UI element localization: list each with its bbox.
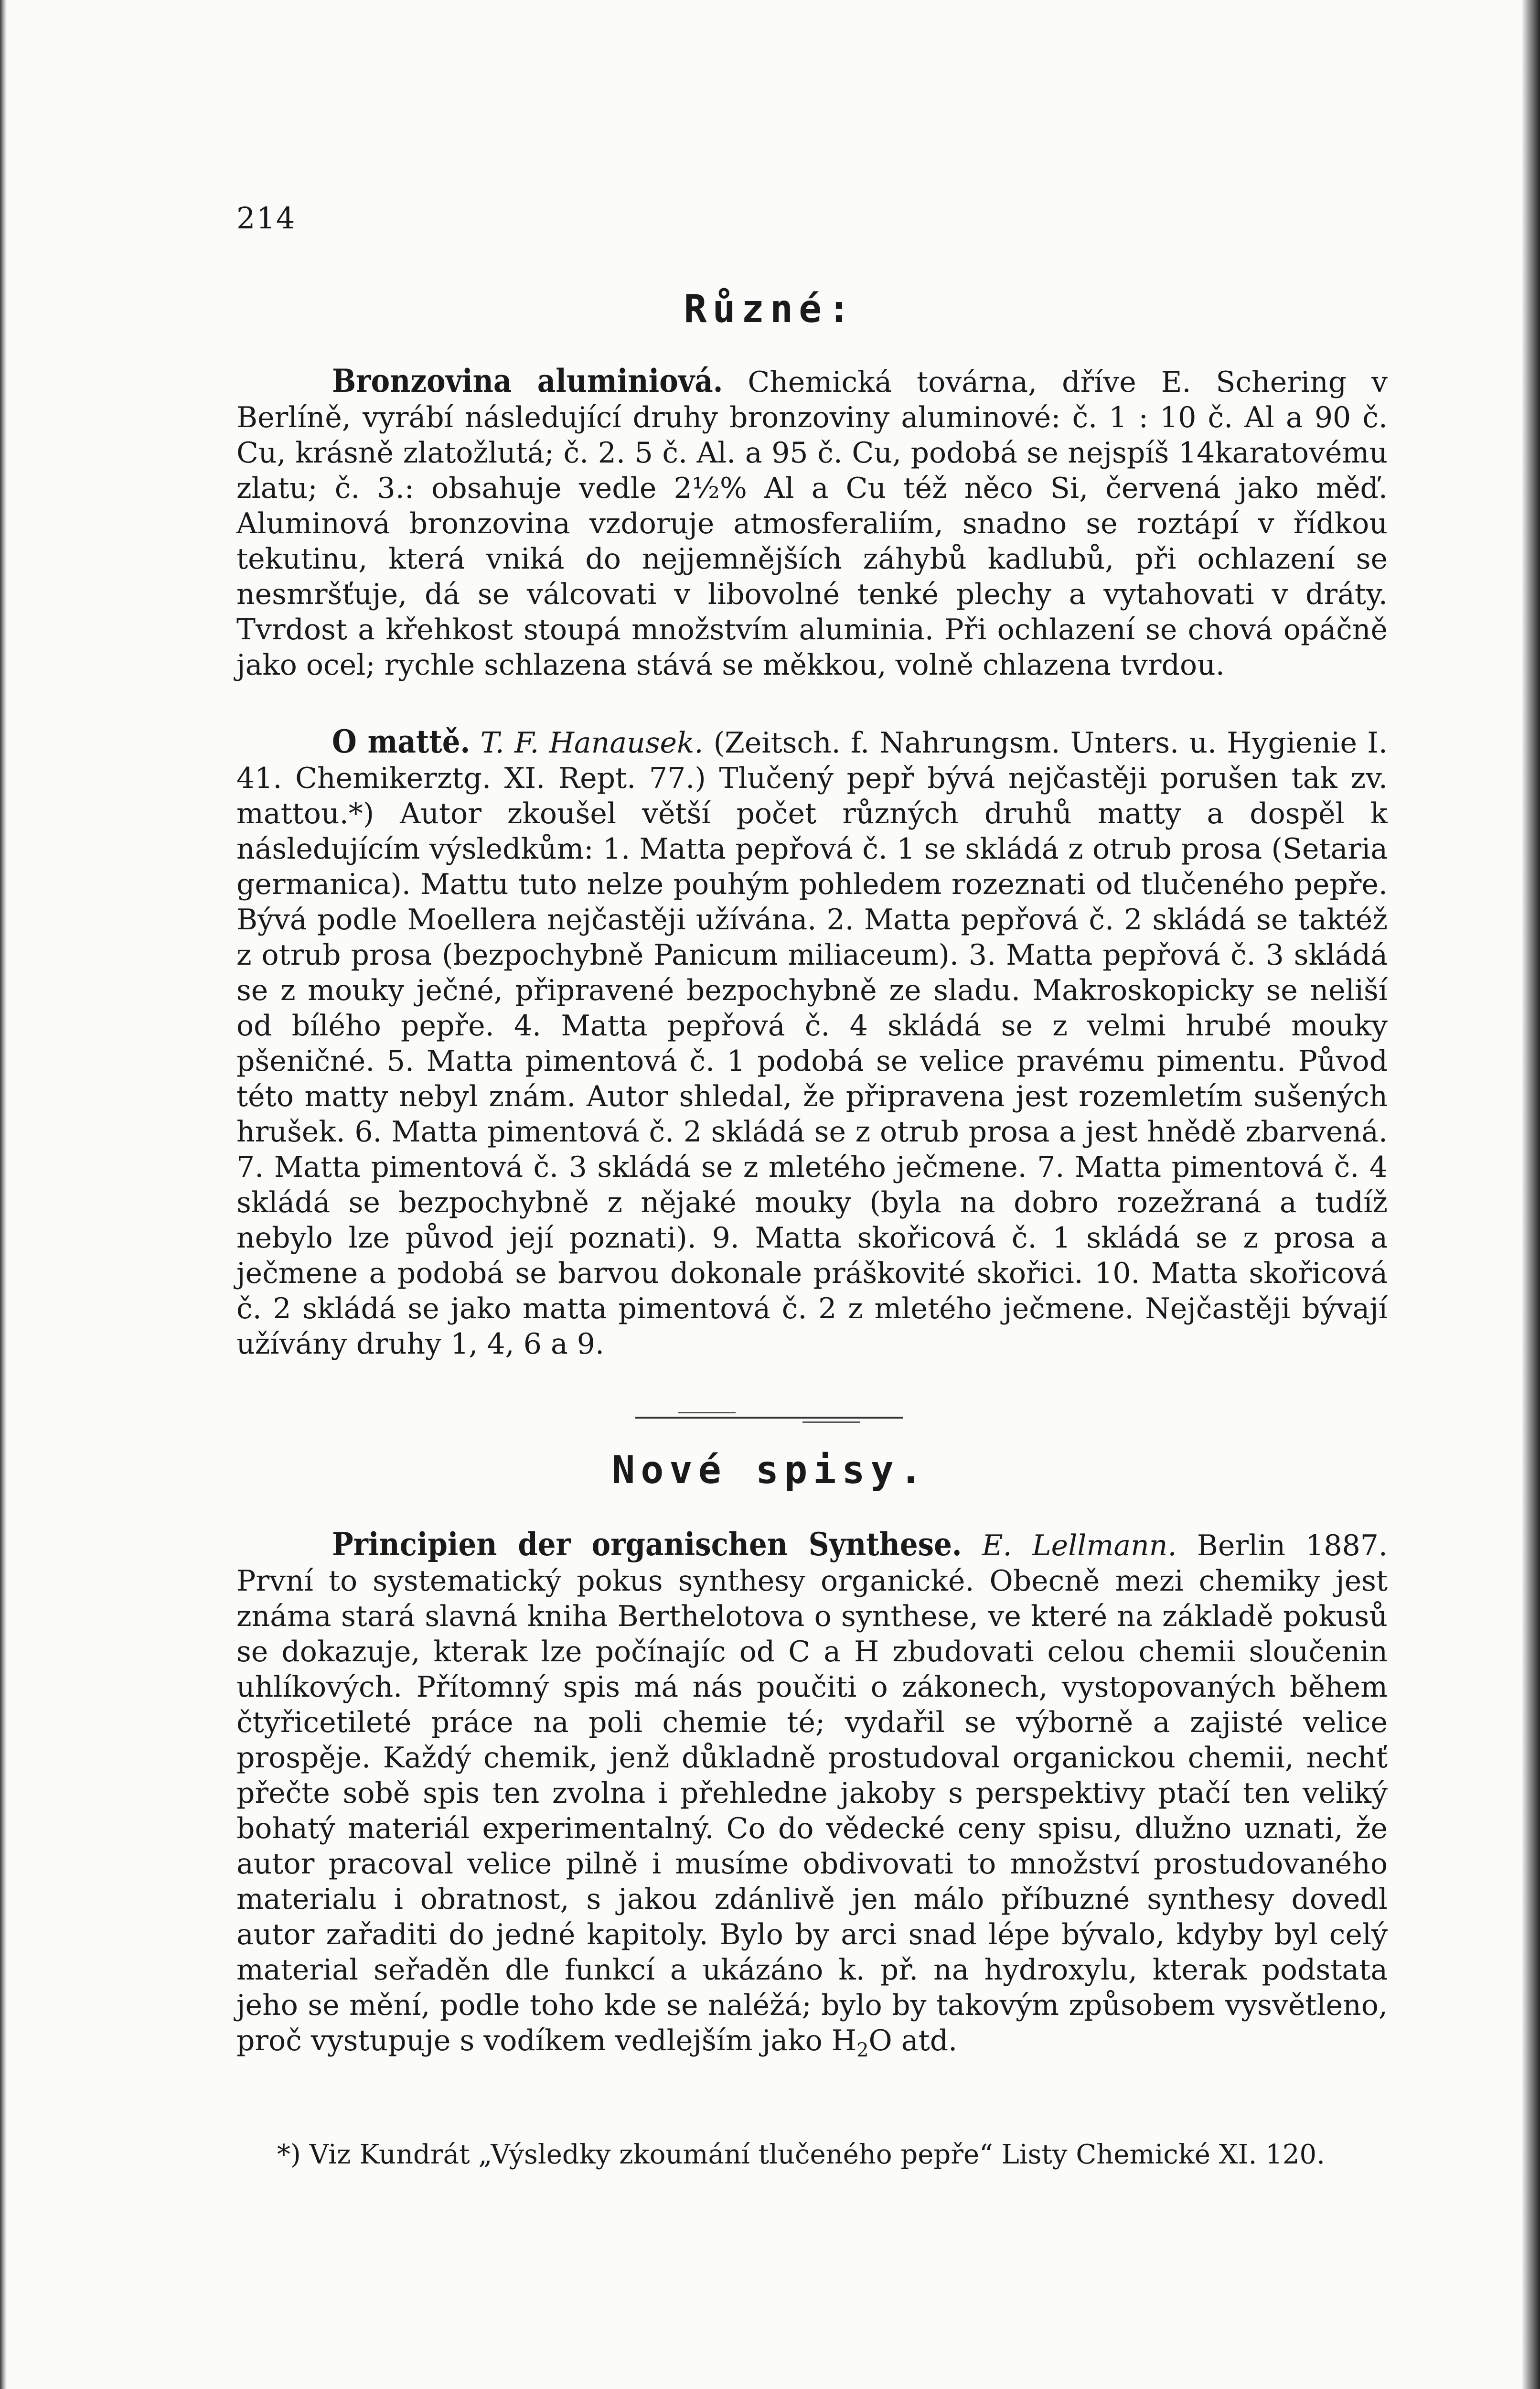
- section-divider: [635, 1417, 903, 1419]
- article-bronzovina: [236, 363, 1388, 683]
- article-body-end: O atd.: [868, 2024, 958, 2057]
- scan-edge-left: [0, 0, 7, 2389]
- section-heading-nove-spisy: Nové spisy.: [612, 1448, 928, 1492]
- article-principien: [236, 1527, 1388, 2068]
- footnote: *) Viz Kundrát „Výsledky zkoumání tlučeného pepře“ Listy Chemické XI. 120.: [277, 2139, 1325, 2170]
- article-matte: [236, 724, 1388, 1362]
- section-heading-ruzne: Různé:: [684, 287, 856, 331]
- article-title: Principien der organischen Synthese.: [332, 1526, 962, 1563]
- article-author: E. Lellmann.: [982, 1529, 1177, 1562]
- article-author: T. F. Hanausek.: [480, 726, 704, 760]
- scan-edge-right: [1522, 0, 1540, 2389]
- article-body: Berlin 1887. První to systematický pokus synthesy organické. Obecně mezi chemiky jest známa stará slavná kniha Berthelotova o synthese, ve které na základě pokusů se dokazuje, kterak lze počínajíc od C a H zbudovati celou chemii sloučenin uhlíkových. Přítomný spis má nás poučiti o zákonech, vystopovaných během čtyřicetileté práce na poli chemie té; vydařil se výborně a zajisté velice prospěje. Každý chemik, jenž důkladně prostudoval organickou chemii, nechť přečte sobě spis ten zvolna i přehledne jakoby s perspektivy ptačí ten veliký bohatý materiál experimentalný. Co do vědecké ceny spisu, dlužno uznati, že autor pracoval velice pilně i musíme obdivovati to množství prostudovaného materialu i obratnost, s jakou zdánlivě jen málo příbuzné synthesy dovedl autor zařaditi do jedné kapitoly. Bylo by arci snad lépe bývalo, kdyby byl celý material seřaděn dle funkcí a ukázáno k. př. na hydroxylu, kterak podstata jeho se mění, podle toho kde se naléžá; bylo by takovým způsobem vysvětleno, proč vystupuje s vodíkem vedlejším jako H: [236, 1529, 1388, 2057]
- article-body: (Zeitsch. f. Nahrungsm. Unters. u. Hygienie I. 41. Chemikerztg. XI. Rept. 77.) Tlučený pepř bývá nejčastěji porušen tak zv. mattou.*) Autor zkoušel větší počet různých druhů matty a dospěl k následujícím výsledkům: 1. Matta pepřová č. 1 se skládá z otrub prosa (Setaria germanica). Mattu tuto nelze pouhým pohledem rozeznati od tlučeného pepře. Bývá podle Moellera nejčastěji užívána. 2. Matta pepřová č. 2 skládá se taktéž z otrub prosa (bezpochybně Panicum miliaceum). 3. Matta pepřová č. 3 skládá se z mouky ječné, připravené bezpochybně ze sladu. Makroskopicky se neliší od bílého pepře. 4. Matta pepřová č. 4 skládá se z velmi hrubé mouky pšeničné. 5. Matta pimentová č. 1 podobá se velice pravému pimentu. Původ této matty nebyl znám. Autor shledal, že připravena jest rozemletím sušených hrušek. 6. Matta pimentová č. 2 skládá se z otrub prosa a jest hnědě zbarvená. 7. Matta pimentová č. 3 skládá se z mletého ječmene. 7. Matta pimentová č. 4 skládá se bezpochybně z nějaké mouky (byla na dobro rozežraná a tudíž nebylo lze původ její poznati). 9. Matta skořicová č. 1 skládá se z prosa a ječmene a podobá se barvou dokonale práškovité skořici. 10. Matta skořicová č. 2 skládá se jako matta pimentová č. 2 z mletého ječmene. Nejčastěji bývají užívány druhy 1, 4, 6 a 9.: [236, 726, 1388, 1361]
- formula-subscript: 2: [856, 2039, 869, 2061]
- article-title: O mattě.: [332, 723, 471, 760]
- article-body: Chemická továrna, dříve E. Schering v Berlíně, vyrábí následující druhy bronzoviny aluminové: č. 1 : 10 č. Al a 90 č. Cu, krásně zlatožlutá; č. 2. 5 č. Al. a 95 č. Cu, podobá se nejspíš 14karatovému zlatu; č. 3.: obsahuje vedle 2½% Al a Cu též něco Si, červená jako měď. Aluminová bronzovina vzdoruje atmosferaliím, snadno se roztápí v řídkou tekutinu, která vniká do nejjemnějších záhybů kadlubů, při ochlazení se nesmršťuje, dá se válcovati v libovolné tenké plechy a vytahovati v dráty. Tvrdost a křehkost stoupá množstvím aluminia. Při ochlazení se chová opáčně jako ocel; rychle schlazena stává se měkkou, volně chlazena tvrdou.: [236, 366, 1388, 682]
- page-number: 214: [236, 201, 296, 236]
- article-title: Bronzovina aluminiová.: [332, 362, 723, 399]
